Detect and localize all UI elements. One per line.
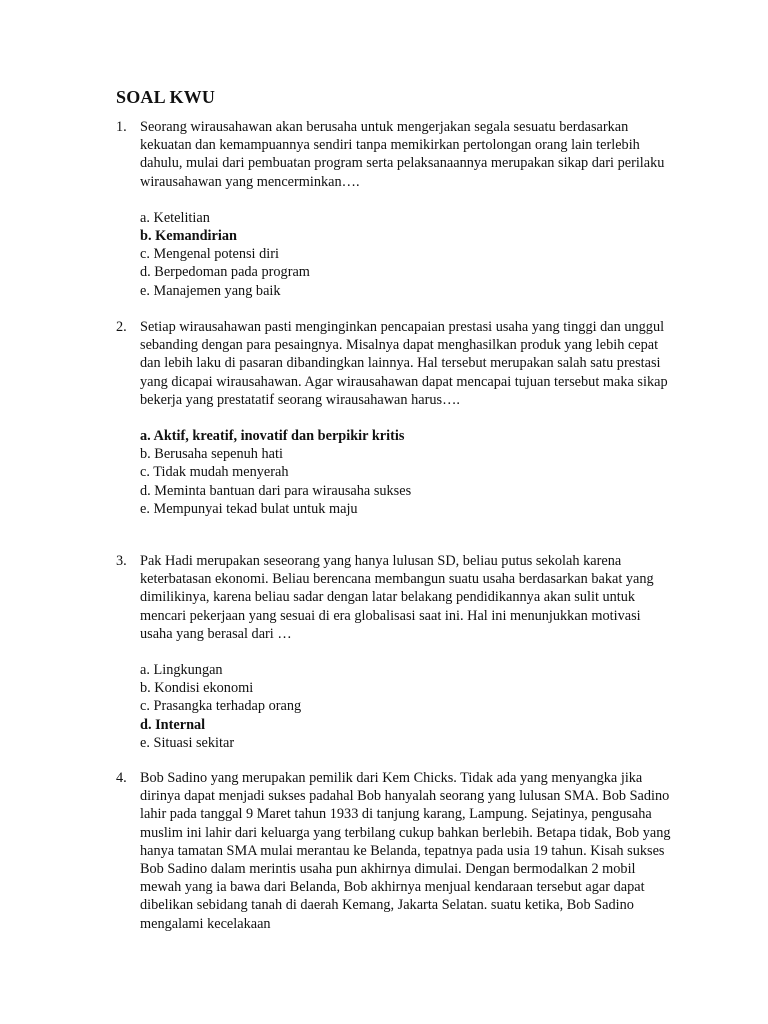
option-a-correct: a. Aktif, kreatif, inovatif dan berpikir kritis [140, 428, 405, 445]
option-a: a. Lingkungan [140, 662, 223, 679]
question-1 [116, 118, 676, 300]
option-a: a. Ketelitian [140, 209, 210, 226]
question-text: Bob Sadino yang merupakan pemilik dari Kem Chicks. Tidak ada yang menyangka jika dirinya dapat menjadi sukses padahal Bob hanyalah seorang yang lulusan SMA. Bob Sadino lahir pada tanggal 9 Maret tahun 1933 di tanjung karang, Lampung. Sejatinya, pengusaha muslim ini lahir dari keluarga yang terbilang cukup bahkan berlebih. Betapa tidak, Bob yang hanya tamatan SMA mulai merantau ke Belanda, tepatnya pada usia 19 tahun. Kisah sukses Bob Sadino dalam merintis usaha pun akhirnya dimulai. Dengan bermodalkan 2 mobil mewah yang ia bawa dari Belanda, Bob akhirnya menjual kendaraan tersebut agar dapat dibelikan sebidang tanah di daerah Kemang, Jakarta Selatan. suatu ketika, Bob Sadino mengalami kecelakaan [140, 770, 671, 932]
option-d-correct: d. Internal [140, 716, 206, 733]
question-text: Setiap wirausahawan pasti menginginkan pencapaian prestasi usaha yang tinggi dan unggul sebanding dengan para pesaingnya. Misalnya dapat menghasilkan produk yang lebih cepat dan lebih laku di pasaran dibandingkan lainnya. Hal tersebut merupakan salah satu prestasi yang dicapai wirausahawan. Agar wirausahawan dapat mencapai tujuan tersebut maka sikap bekerja yang prestatatif seorang wirausahawan harus…. [140, 319, 668, 408]
page-title: SOAL KWU [116, 87, 216, 107]
question-number: 1. [116, 119, 127, 135]
question-2-head [116, 318, 676, 409]
option-c: c. Mengenal potensi diri [140, 246, 279, 263]
question-4-head [116, 769, 676, 933]
question-3 [116, 552, 676, 752]
option-b-correct: b. Kemandirian [140, 228, 237, 245]
option-d: d. Berpedoman pada program [140, 264, 310, 281]
option-e: e. Mempunyai tekad bulat untuk maju [140, 500, 358, 517]
question-text: Pak Hadi merupakan seseorang yang hanya lulusan SD, beliau putus sekolah karena keterbatasan ekonomi. Beliau berencana membangun suatu usaha berdasarkan bakat yang dimilikinya, karena beliau sadar dengan latar belakang pendidikannya akan sulit untuk mencari pekerjaan yang sesuai di era globalisasi saat ini. Hal ini menunjukkan motivasi usaha yang berasal dari … [140, 553, 654, 642]
question-number: 4. [116, 770, 127, 786]
options-list [140, 427, 676, 518]
question-number: 3. [116, 553, 127, 569]
question-text: Seorang wirausahawan akan berusaha untuk mengerjakan segala sesuatu berdasarkan kekuatan dan kemampuannya sendiri tanpa memikirkan pertolongan orang lain terlebih dahulu, mulai dari pembuatan program serta pelaksanaannya merupakan sikap dari perilaku wirausahawan yang mencerminkan…. [140, 119, 665, 190]
question-3-head [116, 552, 676, 643]
option-d: d. Meminta bantuan dari para wirausaha sukses [140, 482, 412, 499]
option-b: b. Kondisi ekonomi [140, 680, 254, 697]
option-e: e. Situasi sekitar [140, 734, 235, 751]
options-list [140, 209, 676, 300]
option-c: c. Prasangka terhadap orang [140, 698, 302, 715]
option-b: b. Berusaha sepenuh hati [140, 446, 283, 463]
option-e: e. Manajemen yang baik [140, 282, 281, 299]
question-4 [116, 769, 676, 933]
options-list [140, 661, 676, 752]
question-number: 2. [116, 319, 127, 335]
question-1-head [116, 118, 676, 191]
question-2 [116, 318, 676, 518]
option-c: c. Tidak mudah menyerah [140, 464, 289, 481]
